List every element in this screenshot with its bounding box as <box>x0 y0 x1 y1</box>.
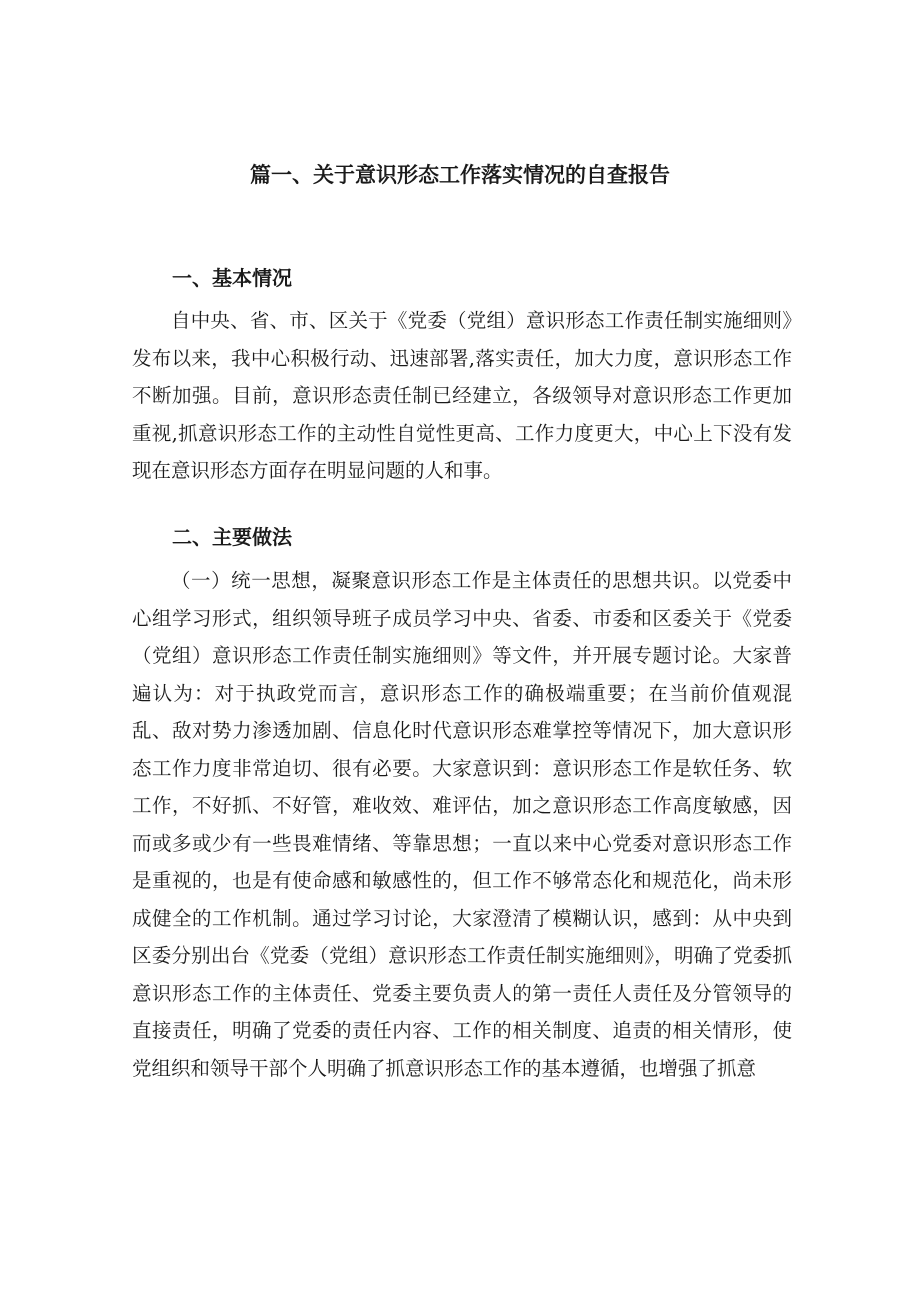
section-heading-main-practices: 二、主要做法 <box>172 525 292 549</box>
section-heading-basic-situation: 一、基本情况 <box>172 266 292 290</box>
section-paragraph-main-practices: （一）统一思想，凝聚意识形态工作是主体责任的思想共识。以党委中心组学习形式，组织领导班子成员学习中央、省委、市委和区委关于《党委（党组）意识形态工作责任制实施细则》等文件，并开展专题讨论。大家普遍认为：对于执政党而言，意识形态工作的确极端重要；在当前价值观混乱、敌对势力渗透加剧、信息化时代意识形态难掌控等情况下，加大意识形态工作力度非常迫切、很有必要。大家意识到：意识形态工作是软任务、软工作，不好抓、不好管，难收效、难评估，加之意识形态工作高度敏感，因而或多或少有一些畏难情绪、等靠思想；一直以来中心党委对意识形态工作是重视的，也是有使命感和敏感性的，但工作不够常态化和规范化，尚未形成健全的工作机制。通过学习讨论，大家澄清了模糊认识，感到：从中央到区委分别出台《党委（党组）意识形态工作责任制实施细则》，明确了党委抓意识形态工作的主体责任、党委主要负责人的第一责任人责任及分管领导的直接责任，明确了党委的责任内容、工作的相关制度、追责的相关情形，使党组织和领导干部个人明确了抓意识形态工作的基本遵循，也增强了抓意 <box>132 569 792 1080</box>
document-title: 篇一、关于意识形态工作落实情况的自查报告 <box>250 163 670 187</box>
section-paragraph-basic-situation: 自中央、省、市、区关于《党委（党组）意识形态工作责任制实施细则》发布以来，我中心积极行动、迅速部署,落实责任，加大力度，意识形态工作不断加强。目前，意识形态责任制已经建立，各级领导对意识形态工作更加重视,抓意识形态工作的主动性自觉性更高、工作力度更大，中心上下没有发现在意识形态方面存在明显问题的人和事。 <box>132 309 792 482</box>
